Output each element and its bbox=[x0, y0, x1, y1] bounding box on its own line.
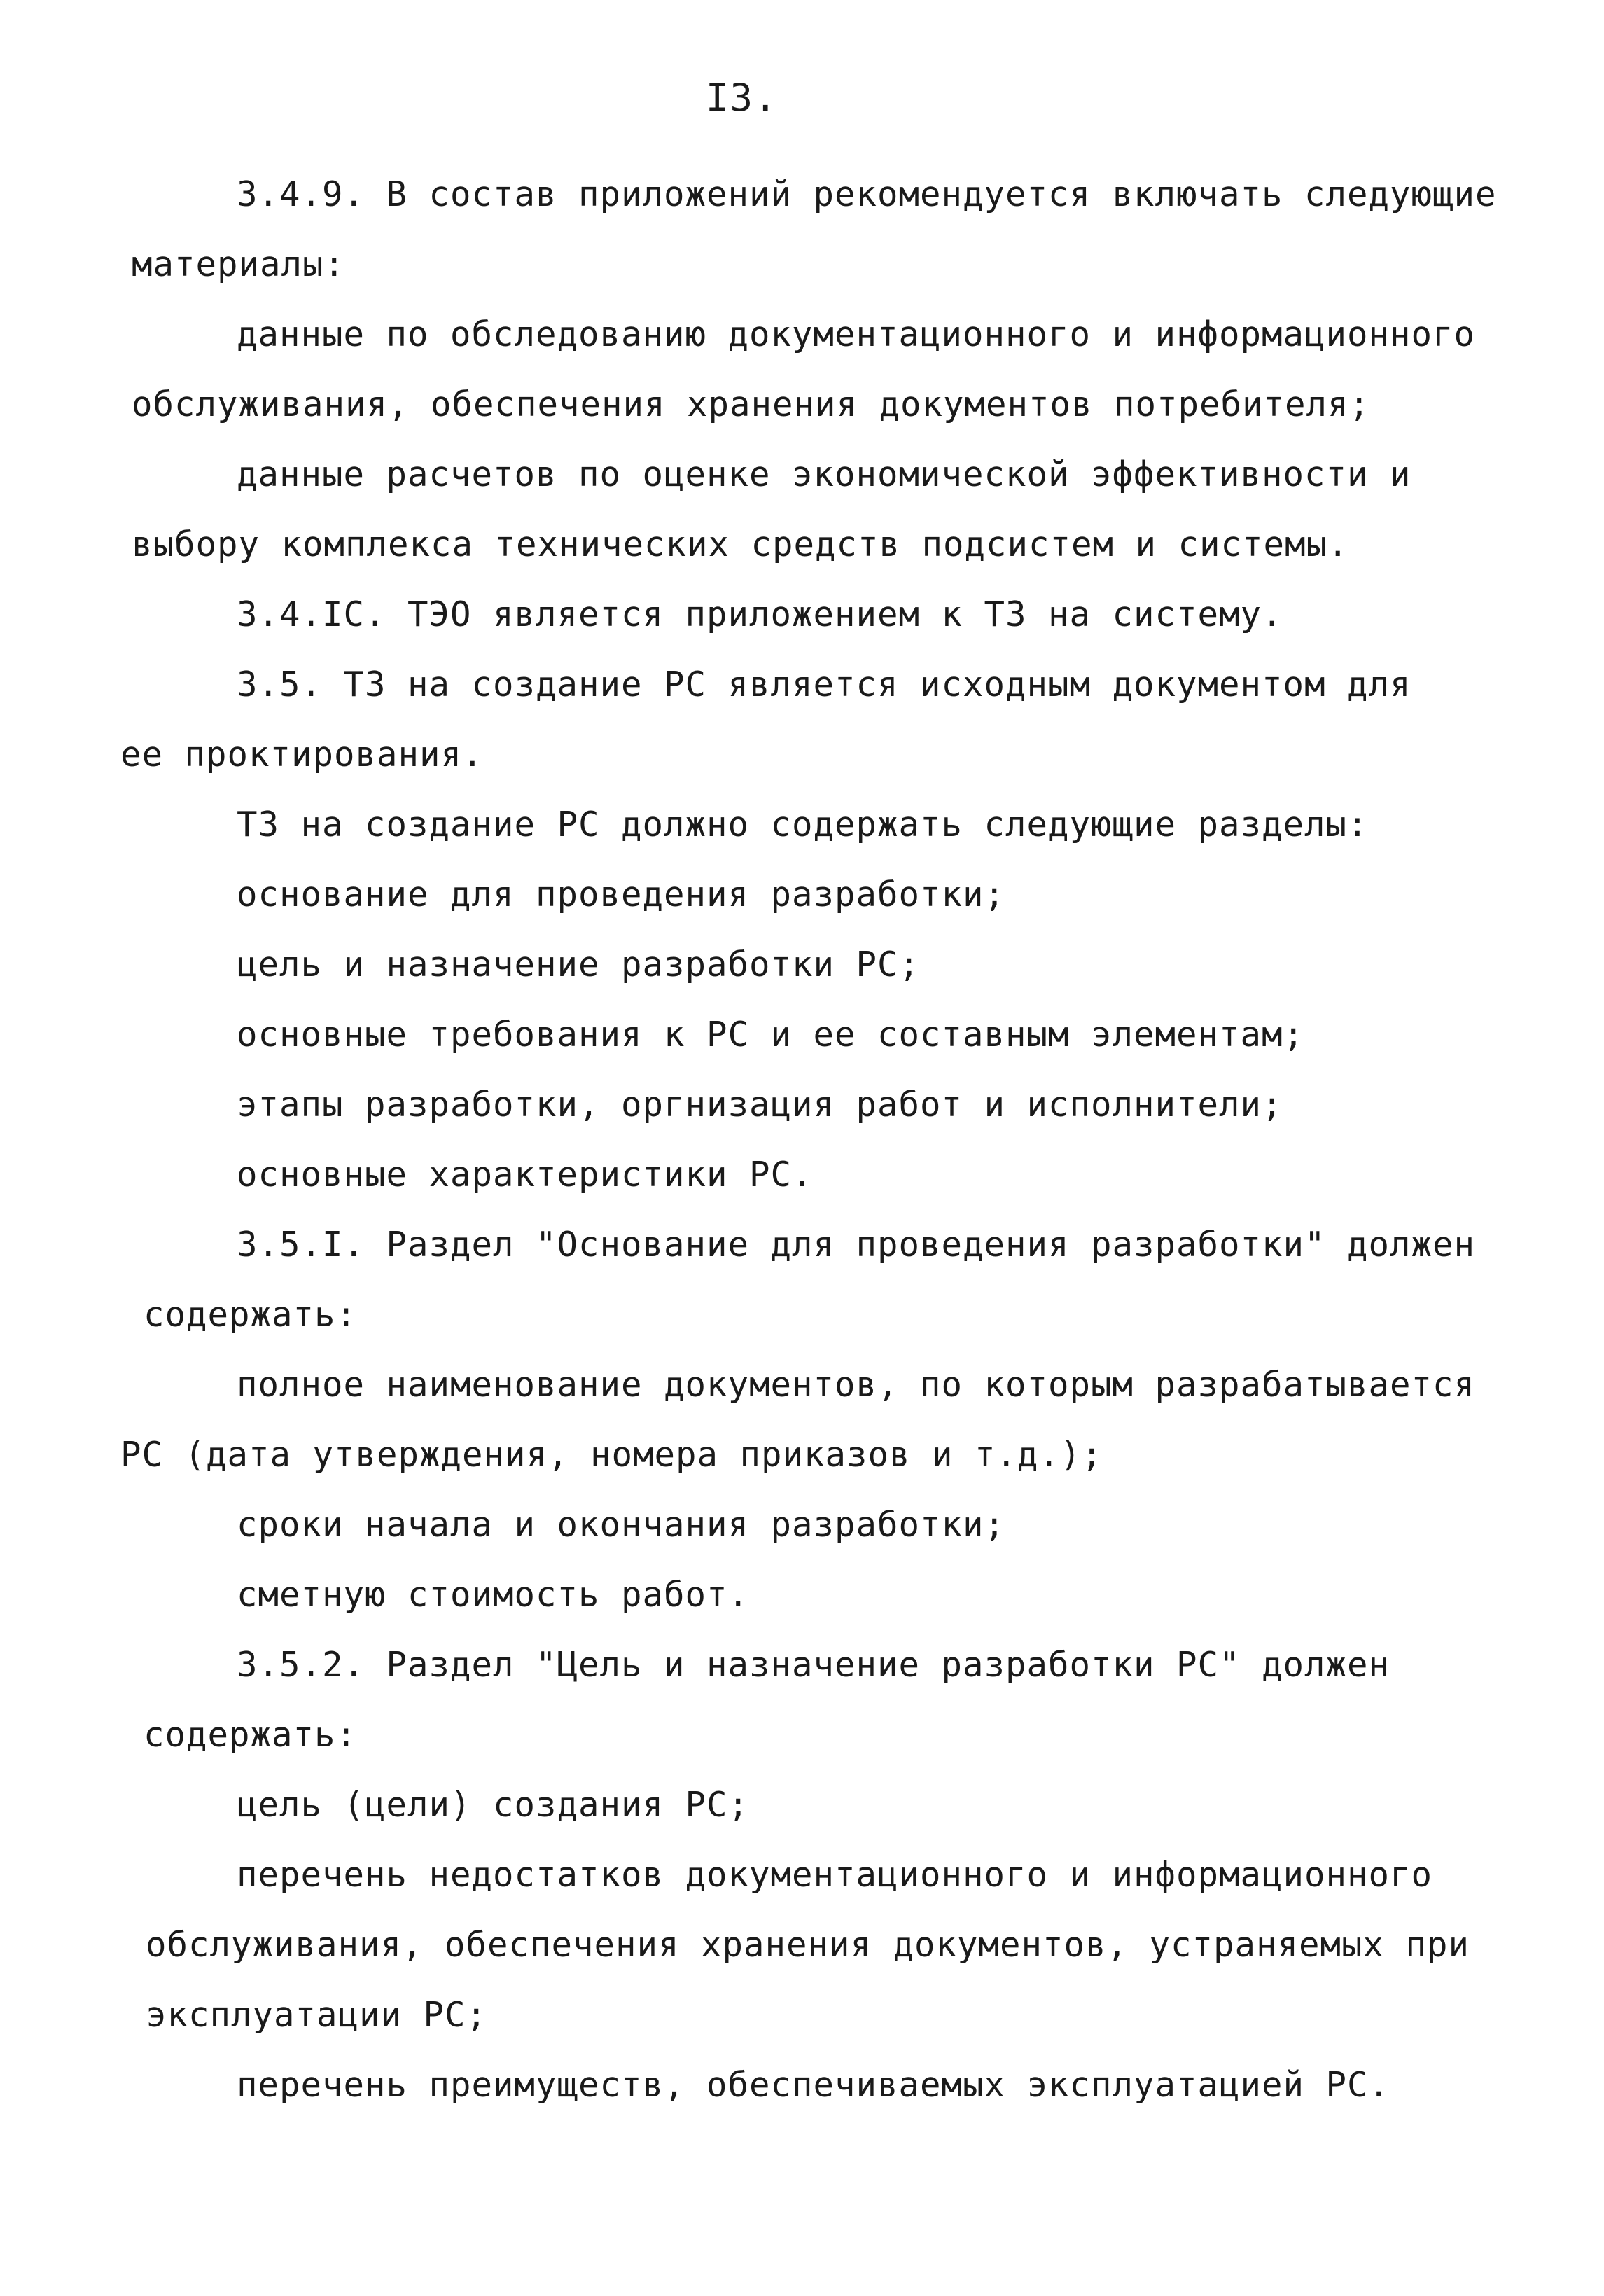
text-line: содержать: bbox=[144, 1295, 358, 1335]
text-line: сметную стоимость работ. bbox=[237, 1575, 750, 1615]
text-line: основные характеристики РС. bbox=[237, 1155, 814, 1195]
text-line: перечень преимуществ, обеспечиваемых эксплуатацией РС. bbox=[237, 2065, 1390, 2105]
text-line: ее проктирования. bbox=[120, 735, 484, 774]
text-line: цель и назначение разработки РС; bbox=[237, 945, 921, 985]
text-line: РС (дата утверждения, номера приказов и т.д.); bbox=[120, 1435, 1103, 1475]
text-line: сроки начала и окончания разработки; bbox=[237, 1505, 1006, 1545]
text-line: цель (цели) создания РС; bbox=[237, 1785, 750, 1825]
text-line: 3.4.9. В состав приложений рекомендуется включать следующие bbox=[237, 174, 1497, 214]
text-line: выбору комплекса технических средств подсистем и системы. bbox=[132, 524, 1349, 564]
text-line: полное наименование документов, по которым разрабатывается bbox=[237, 1365, 1476, 1405]
text-line: данные по обследованию документационного и информационного bbox=[237, 314, 1476, 354]
text-line: содержать: bbox=[144, 1715, 358, 1755]
text-line: 3.5.I. Раздел "Основание для проведения разработки" должен bbox=[237, 1225, 1476, 1265]
text-line: данные расчетов по оценке экономической эффективности и bbox=[237, 454, 1411, 494]
text-line: основание для проведения разработки; bbox=[237, 875, 1006, 914]
text-line: 3.5.2. Раздел "Цель и назначение разработки РС" должен bbox=[237, 1645, 1390, 1685]
text-line: перечень недостатков документационного и информационного bbox=[237, 1855, 1433, 1895]
text-line: основные требования к РС и ее составным элементам; bbox=[237, 1015, 1305, 1055]
text-line: эксплуатации РС; bbox=[146, 1995, 488, 2035]
text-line: материалы: bbox=[132, 244, 346, 284]
text-line: обслуживания, обеспечения хранения документов, устраняемых при bbox=[146, 1925, 1470, 1965]
page-number: I3. bbox=[706, 76, 779, 120]
text-line: 3.4.IС. ТЭО является приложением к ТЗ на систему. bbox=[237, 594, 1283, 634]
text-line: ТЗ на создание РС должно содержать следующие разделы: bbox=[237, 805, 1369, 844]
text-line: этапы разработки, оргнизация работ и исполнители; bbox=[237, 1085, 1283, 1125]
text-line: обслуживания, обеспечения хранения документов потребителя; bbox=[132, 384, 1371, 424]
text-line: 3.5. ТЗ на создание РС является исходным документом для bbox=[237, 665, 1411, 704]
